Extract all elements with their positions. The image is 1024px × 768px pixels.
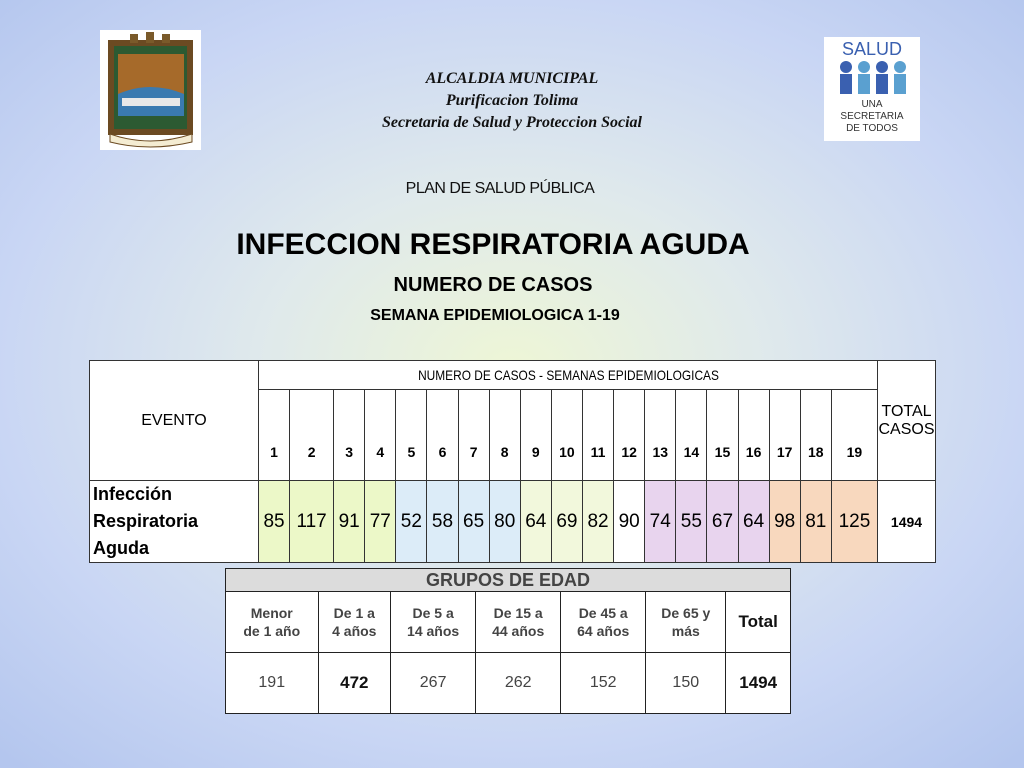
week-header-cell: 12 — [614, 390, 645, 481]
week-value-cell: 55 — [676, 481, 707, 563]
week-header-cell: 6 — [427, 390, 458, 481]
age-group-label: Menor de 1 año — [226, 592, 319, 653]
week-value-cell: 65 — [458, 481, 489, 563]
plan-label: PLAN DE SALUD PÚBLICA — [405, 180, 595, 197]
header-line-2: Purificacion Tolima — [445, 92, 579, 109]
age-group-label: De 65 y más — [646, 592, 726, 653]
week-header-cell: 11 — [582, 390, 613, 481]
week-value-cell: 90 — [614, 481, 645, 563]
week-header-cell: 1 — [259, 390, 290, 481]
header-line-1: ALCALDIA MUNICIPAL — [425, 70, 599, 87]
total-header-line-1: TOTAL — [881, 402, 932, 420]
age-group-value: 472 — [318, 653, 391, 714]
age-total-value: 1494 — [726, 653, 791, 714]
weeks-header: NUMERO DE CASOS - SEMANAS EPIDEMIOLOGICAS — [305, 361, 831, 390]
svg-text:DE TODOS: DE TODOS — [846, 123, 898, 134]
week-header-cell: 3 — [334, 390, 365, 481]
week-header-cell: 10 — [551, 390, 582, 481]
week-header-cell: 14 — [676, 390, 707, 481]
total-value-cell: 1494 — [878, 481, 936, 563]
week-header-cell: 17 — [769, 390, 800, 481]
age-group-label: De 45 a 64 años — [561, 592, 646, 653]
event-name — [90, 481, 259, 563]
week-value-cell: 64 — [520, 481, 551, 563]
week-header-cell: 13 — [645, 390, 676, 481]
week-value-cell: 125 — [831, 481, 877, 563]
week-header-cell: 19 — [831, 390, 877, 481]
svg-text:UNA: UNA — [861, 99, 883, 110]
week-value-cell: 80 — [489, 481, 520, 563]
week-header-cell: 8 — [489, 390, 520, 481]
age-group-label: De 1 a 4 años — [318, 592, 391, 653]
week-value-cell: 64 — [738, 481, 769, 563]
week-header-cell: 5 — [396, 390, 427, 481]
subtitle-cases: NUMERO DE CASOS — [393, 274, 593, 296]
week-value-cell: 69 — [551, 481, 582, 563]
week-header-cell: 2 — [290, 390, 334, 481]
week-header-cell: 4 — [365, 390, 396, 481]
week-value-cell: 117 — [290, 481, 334, 563]
age-group-value: 152 — [561, 653, 646, 714]
week-value-cell: 91 — [334, 481, 365, 563]
age-table-title: GRUPOS DE EDAD — [226, 569, 791, 592]
age-group-value: 267 — [391, 653, 476, 714]
age-table — [225, 568, 791, 714]
week-header-cell: 18 — [800, 390, 831, 481]
svg-text:SALUD: SALUD — [841, 39, 903, 59]
age-group-value: 262 — [476, 653, 561, 714]
week-value-cell: 58 — [427, 481, 458, 563]
week-value-cell: 98 — [769, 481, 800, 563]
age-group-value: 150 — [646, 653, 726, 714]
week-value-cell: 85 — [259, 481, 290, 563]
event-name-line-1: Infección — [93, 484, 173, 504]
svg-text:SECRETARIA: SECRETARIA — [840, 111, 904, 122]
week-header-cell: 7 — [458, 390, 489, 481]
event-header: EVENTO — [90, 361, 259, 481]
week-header-cell: 9 — [520, 390, 551, 481]
week-value-cell: 67 — [707, 481, 738, 563]
week-value-cell: 81 — [800, 481, 831, 563]
cases-table — [89, 360, 936, 563]
week-value-cell: 74 — [645, 481, 676, 563]
age-group-label: De 15 a 44 años — [476, 592, 561, 653]
page-title: INFECCION RESPIRATORIA AGUDA — [236, 228, 750, 261]
week-value-cell: 82 — [582, 481, 613, 563]
week-header-cell: 16 — [738, 390, 769, 481]
event-name-line-2: Respiratoria Aguda — [93, 511, 199, 558]
header-line-3: Secretaria de Salud y Proteccion Social — [382, 114, 642, 131]
week-value-cell: 77 — [365, 481, 396, 563]
age-group-label: De 5 a 14 años — [391, 592, 476, 653]
age-group-value: 191 — [226, 653, 319, 714]
week-value-cell: 52 — [396, 481, 427, 563]
subtitle-weeks: SEMANA EPIDEMIOLOGICA 1-19 — [370, 307, 620, 324]
total-header — [878, 361, 936, 481]
age-total-label: Total — [726, 592, 791, 653]
total-header-line-2: CASOS — [878, 420, 935, 438]
header — [0, 68, 1024, 134]
week-header-cell: 15 — [707, 390, 738, 481]
